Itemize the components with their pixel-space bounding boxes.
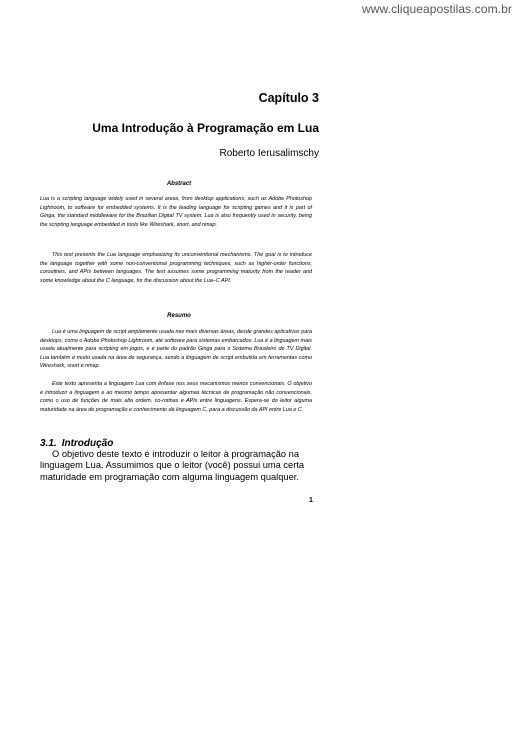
- site-watermark: www.cliqueapostilas.com.br: [362, 2, 512, 16]
- page-number: 1: [309, 497, 313, 504]
- chapter-title: Uma Introdução à Programação em Lua: [92, 121, 319, 135]
- resumo-heading: Resumo: [167, 313, 191, 319]
- chapter-label: Capítulo 3: [258, 91, 319, 105]
- author-name: Roberto Ierusalimschy: [219, 148, 319, 159]
- abstract-paragraph: This text presents the Lua language emphasizing its unconventional mechanisms. The goal is to introduce the language together with some non-conventional programming techniques, such as higher-order functions, coroutines, and APIs between languages. The text assumes some programming maturity from the reader and some knowledge about the C language, for the discussion about the Lua–C API.: [40, 252, 312, 284]
- resumo-paragraph: Lua é uma linguagem de script amplamente usada nas mais diversas áreas, desde grandes aplicativos para desktops, como o Adobe Photoshop Lightroom, até software para sistemas embarcados. Lua é a linguagem mais usada atualmente para scripting em jogos, e é parte do padrão Ginga para o Sistema Brasileiro de TV Digital. Lua também é muito usada na área de segurança, sendo a linguagem de script embutida em ferramentas como Wireshark, snort e nmap.: [40, 329, 312, 369]
- abstract-paragraph: Lua is a scripting language widely used in several areas, from desktop applications, such as Adobe Photoshop Lightroom, to software for embedded systems. It is the leading language for scripting games and it is part of Ginga, the standard middleware for the Brazilian Digital TV system. Lua is also frequently used in security, being the scripting language embedded in tools like Wireshark, snort, and nmap.: [40, 196, 312, 228]
- abstract-heading: Abstract: [166, 181, 192, 187]
- section-heading: [40, 438, 113, 449]
- section-number: 3.1.: [40, 438, 57, 449]
- section-title: Introdução: [61, 438, 114, 449]
- resumo-paragraph: Este texto apresenta a linguagem Lua com ênfase nos seus mecanismos menos convencionais. O objetivo é introduzir a linguagem e ao mesmo tempo apresentar algumas técnicas de programação não convencionais, como o uso de funções de mais alta ordem, co-rotinas e APIs entre linguagens. Espera-se do leitor alguma maturidade na área de programação e conhecimento da linguagem C, para a discussão da API entre Lua e C.: [40, 381, 312, 413]
- section-body-text: O objetivo deste texto é introduzir o leitor à programação na linguagem Lua. Assumimos que o leitor (você) possui uma certa maturidade em programação com alguma linguagem qualquer.: [40, 449, 305, 482]
